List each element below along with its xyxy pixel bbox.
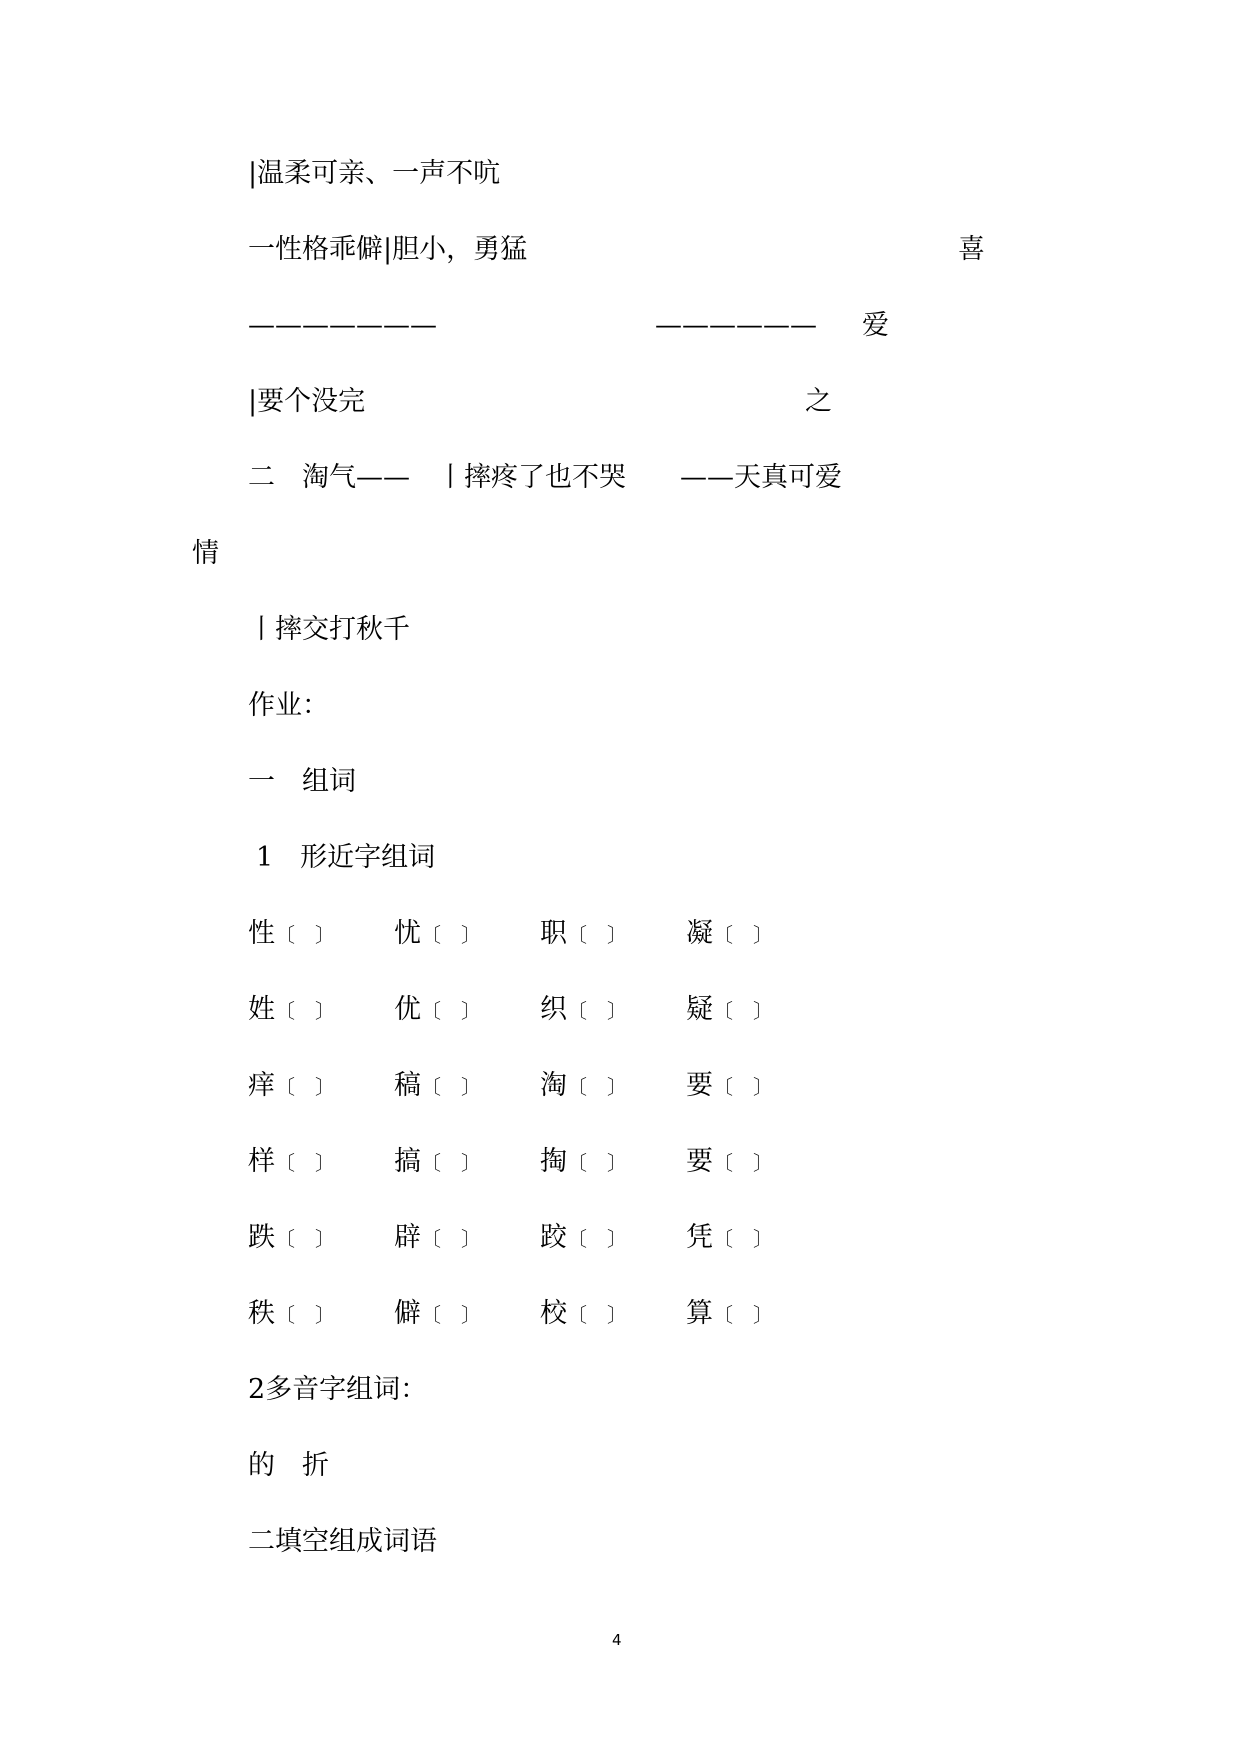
answer-blank[interactable]: 〔 〕: [275, 1303, 335, 1327]
answer-blank[interactable]: 〔 〕: [275, 923, 335, 947]
grid-cell: [248, 992, 388, 1029]
grid-char: 辟: [394, 1222, 421, 1253]
answer-blank[interactable]: 〔 〕: [421, 923, 481, 947]
subsection-polyphonic-chars: 2多音字组词：: [248, 1374, 428, 1405]
outline-dash-left: ———————: [248, 310, 437, 341]
grid-cell: [686, 1296, 826, 1333]
grid-char: 性: [248, 918, 275, 949]
grid-char: 凝: [686, 918, 713, 949]
grid-cell: [540, 992, 680, 1029]
outline-line-naughty: 二 淘气—— 丨摔疼了也不哭 ——天真可爱: [248, 462, 842, 493]
answer-blank[interactable]: 〔 〕: [713, 1151, 773, 1175]
answer-blank[interactable]: 〔 〕: [713, 999, 773, 1023]
grid-char: 痒: [248, 1070, 275, 1101]
grid-cell: [394, 1220, 534, 1257]
grid-cell: [540, 1220, 680, 1257]
grid-cell: [248, 1144, 388, 1181]
grid-char: 职: [540, 918, 567, 949]
grid-char: 淘: [540, 1070, 567, 1101]
answer-blank[interactable]: 〔 〕: [713, 1075, 773, 1099]
answer-blank[interactable]: 〔 〕: [421, 1151, 481, 1175]
page-number: 4: [612, 1631, 622, 1649]
outline-bracket-char-ai: 爱: [862, 310, 889, 341]
grid-cell: [686, 1220, 826, 1257]
grid-char: 织: [540, 994, 567, 1025]
outline-bracket-char-qing: 情: [192, 538, 219, 569]
grid-char: 掏: [540, 1146, 567, 1177]
grid-cell: [394, 1068, 534, 1105]
section-two-heading: 二填空组成词语: [248, 1526, 437, 1557]
grid-char: 要: [686, 1146, 713, 1177]
answer-blank[interactable]: 〔 〕: [567, 923, 627, 947]
grid-cell: [248, 916, 388, 953]
grid-char: 秩: [248, 1298, 275, 1329]
grid-cell: [540, 1144, 680, 1181]
outline-bracket-char-zhi: 之: [805, 386, 832, 417]
outline-line-swing: 丨摔交打秋千: [248, 614, 410, 645]
polyphonic-char-list: 的 折: [248, 1450, 329, 1481]
grid-cell: [248, 1220, 388, 1257]
grid-char: 稿: [394, 1070, 421, 1101]
answer-blank[interactable]: 〔 〕: [421, 1227, 481, 1251]
grid-char: 跌: [248, 1222, 275, 1253]
grid-cell: [686, 992, 826, 1029]
grid-char: 样: [248, 1146, 275, 1177]
answer-blank[interactable]: 〔 〕: [567, 1151, 627, 1175]
outline-line-demand: |要个没完: [248, 386, 366, 417]
answer-blank[interactable]: 〔 〕: [275, 1151, 335, 1175]
answer-blank[interactable]: 〔 〕: [421, 1075, 481, 1099]
grid-cell: [394, 916, 534, 953]
grid-char: 优: [394, 994, 421, 1025]
answer-blank[interactable]: 〔 〕: [567, 999, 627, 1023]
grid-char: 算: [686, 1298, 713, 1329]
grid-char: 校: [540, 1298, 567, 1329]
subsection-similar-chars: 1 形近字组词: [256, 842, 436, 873]
grid-cell: [248, 1296, 388, 1333]
answer-blank[interactable]: 〔 〕: [567, 1075, 627, 1099]
outline-bracket-char-xi: 喜: [958, 234, 985, 265]
grid-char: 搞: [394, 1146, 421, 1177]
grid-char: 姓: [248, 994, 275, 1025]
outline-line-gentle: |温柔可亲、一声不吭: [248, 158, 501, 189]
grid-cell: [540, 1068, 680, 1105]
grid-cell: [686, 916, 826, 953]
section-one-heading: 一 组词: [248, 766, 356, 797]
grid-cell: [394, 1144, 534, 1181]
answer-blank[interactable]: 〔 〕: [421, 999, 481, 1023]
grid-cell: [686, 1068, 826, 1105]
answer-blank[interactable]: 〔 〕: [275, 1227, 335, 1251]
answer-blank[interactable]: 〔 〕: [713, 1227, 773, 1251]
grid-char: 要: [686, 1070, 713, 1101]
answer-blank[interactable]: 〔 〕: [421, 1303, 481, 1327]
grid-cell: [540, 916, 680, 953]
grid-char: 凭: [686, 1222, 713, 1253]
grid-cell: [686, 1144, 826, 1181]
grid-char: 僻: [394, 1298, 421, 1329]
answer-blank[interactable]: 〔 〕: [567, 1303, 627, 1327]
answer-blank[interactable]: 〔 〕: [713, 1303, 773, 1327]
homework-heading: 作业：: [248, 690, 329, 721]
grid-char: 跤: [540, 1222, 567, 1253]
grid-cell: [540, 1296, 680, 1333]
grid-char: 疑: [686, 994, 713, 1025]
grid-cell: [394, 1296, 534, 1333]
answer-blank[interactable]: 〔 〕: [275, 1075, 335, 1099]
grid-char: 忧: [394, 918, 421, 949]
grid-cell: [394, 992, 534, 1029]
answer-blank[interactable]: 〔 〕: [713, 923, 773, 947]
outline-dash-right: ——————: [655, 310, 817, 341]
grid-cell: [248, 1068, 388, 1105]
answer-blank[interactable]: 〔 〕: [275, 999, 335, 1023]
answer-blank[interactable]: 〔 〕: [567, 1227, 627, 1251]
outline-line-personality: 一性格乖僻|胆小，勇猛: [248, 234, 528, 265]
